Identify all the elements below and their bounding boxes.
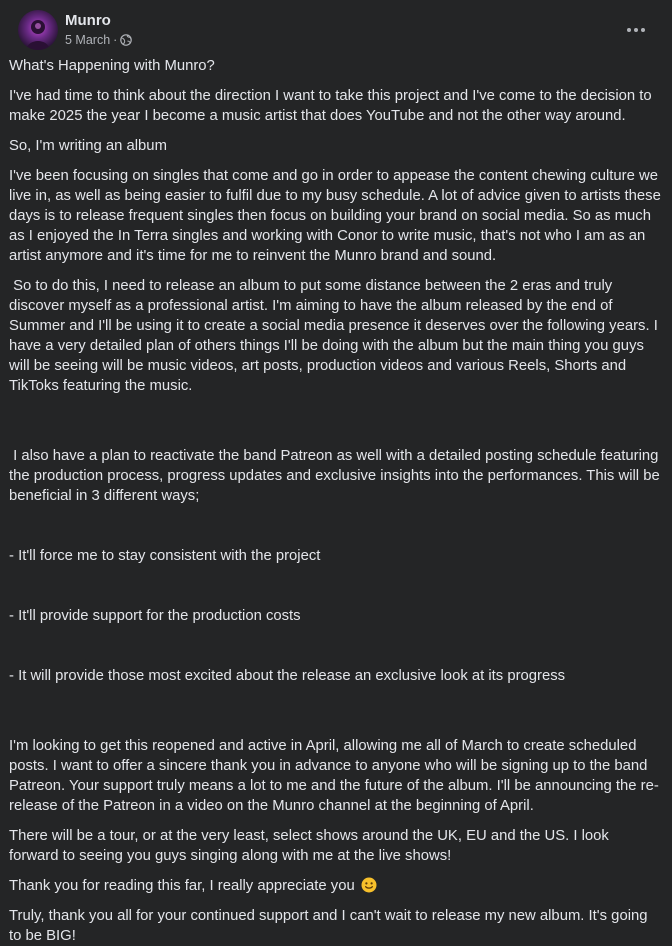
list-item: - It will provide those most excited about the release an exclusive look at its progress bbox=[9, 668, 566, 684]
post-body bbox=[9, 56, 665, 946]
post-paragraph-text: Thank you for reading this far, I really appreciate you bbox=[9, 878, 355, 894]
post-paragraph: So, I'm writing an album bbox=[9, 138, 167, 154]
post-meta bbox=[65, 32, 132, 48]
avatar-image bbox=[18, 10, 58, 50]
list-item: - It'll force me to stay consistent with the project bbox=[9, 548, 321, 564]
post-date[interactable]: 5 March bbox=[65, 33, 111, 47]
meta-separator: · bbox=[113, 33, 118, 47]
post-paragraph: There will be a tour, or at the very least, select shows around the UK, EU and the US. I look forward to seeing you guys singing along with me at the live shows! bbox=[9, 828, 613, 864]
post-paragraph-with-emoji bbox=[9, 876, 662, 896]
avatar[interactable] bbox=[18, 10, 58, 50]
more-horizontal-icon bbox=[626, 27, 646, 33]
post-paragraph-heading: What's Happening with Munro? bbox=[9, 58, 215, 74]
globe-icon[interactable] bbox=[120, 34, 132, 46]
post-paragraph-with-list bbox=[9, 406, 662, 726]
more-options-button[interactable] bbox=[618, 12, 654, 48]
post-paragraph: I've been focusing on singles that come and go in order to appease the content chewing culture we live in, as well as being easier to fulfil due to my busy schedule. A lot of advice given to artists these days is to release frequent singles then focus on building your brand on social media. So as much as I enjoyed the In Terra singles and working with Conor to write music, that's not who I am as an artist anymore and it's time for me to reinvent the Munro brand and sound. bbox=[9, 168, 665, 264]
post-paragraph: Truly, thank you all for your continued support and I can't wait to release my new album. It's going to be BIG! bbox=[9, 908, 652, 944]
post-paragraph: So to do this, I need to release an album to put some distance between the 2 eras and truly discover myself as a professional artist. I'm aiming to have the album released by the end of Summer and I'll be using it to create a social media presence it deserves over the following years. I have a very detailed plan of others things I'll be doing with the album but the main thing you guys will be seeing will be music videos, art posts, production videos and various Reels, Shorts and TikToks featuring the music. bbox=[9, 278, 662, 394]
slightly-smiling-face-emoji bbox=[361, 877, 377, 893]
post-paragraph-text: I also have a plan to reactivate the band Patreon as well with a detailed posting schedule featuring the production process, progress updates and exclusive insights into the performances. This will be beneficial in 3 different ways; bbox=[9, 448, 664, 504]
post-paragraph: I'm looking to get this reopened and active in April, allowing me all of March to create scheduled posts. I want to offer a sincere thank you in advance to anyone who will be signing up to the band Patreon. Your support truly means a lot to me and the future of the album. I'll be announcing the re-release of the Patreon in a video on the Munro channel at the beginning of April. bbox=[9, 738, 659, 814]
author-name[interactable]: Munro bbox=[65, 12, 111, 29]
list-item: - It'll provide support for the production costs bbox=[9, 608, 301, 624]
post-paragraph: I've had time to think about the direction I want to take this project and I've come to the decision to make 2025 the year I become a music artist that does YouTube and not the other way around. bbox=[9, 88, 656, 124]
post-header bbox=[9, 0, 662, 56]
